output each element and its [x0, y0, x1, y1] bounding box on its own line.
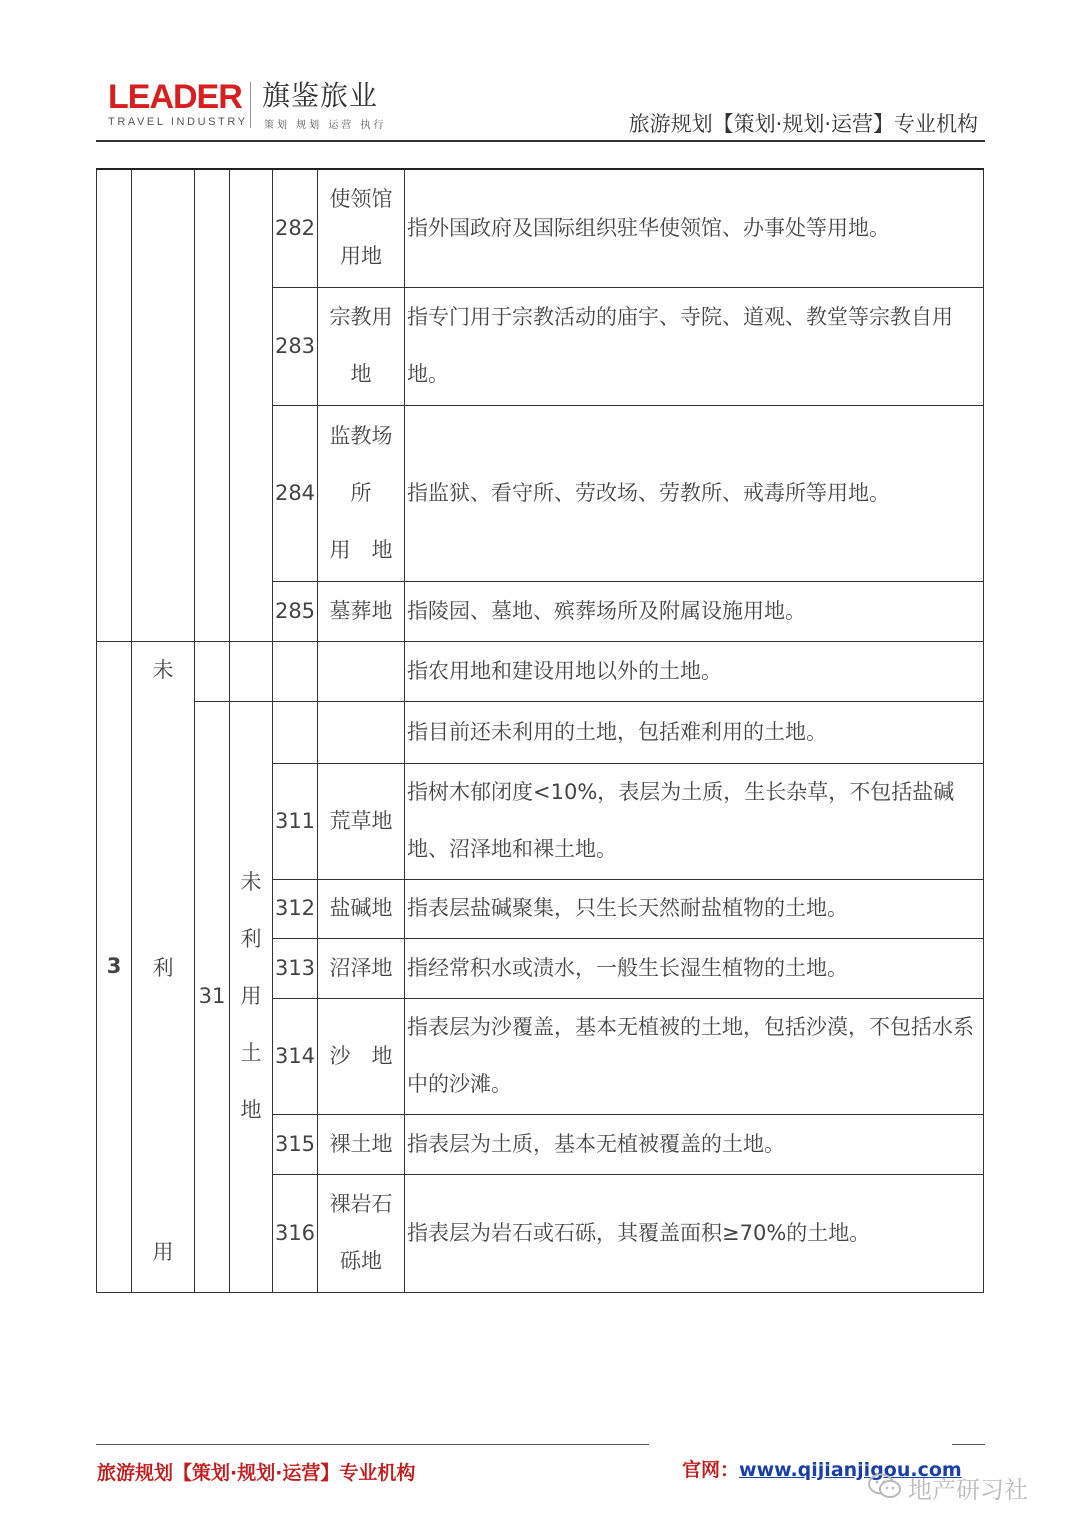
land-code: 313 — [273, 938, 318, 998]
class-name-line: 未 — [152, 657, 174, 682]
land-description: 指监狱、看守所、劳改场、劳教所、戒毒所等用地。 — [405, 405, 984, 581]
land-code: 283 — [273, 287, 318, 405]
header-slogan: 旅游规划【策划·规划·运营】专业机构 — [628, 112, 978, 136]
land-name: 荒草地 — [318, 763, 405, 879]
cell-blank — [230, 641, 273, 701]
header-rule — [96, 140, 985, 142]
land-name — [318, 287, 405, 405]
land-name: 墓葬地 — [318, 581, 405, 641]
land-description: 指表层为土质，基本无植被覆盖的土地。 — [405, 1114, 984, 1174]
cell-blank — [195, 169, 230, 641]
table-row — [97, 169, 984, 287]
table-row — [97, 701, 984, 763]
land-description: 指外国政府及国际组织驻华使领馆、办事处等用地。 — [405, 169, 984, 287]
land-name-line: 裸岩石 — [329, 1192, 393, 1216]
land-description: 指专门用于宗教活动的庙宇、寺院、道观、教堂等宗教自用地。 — [405, 287, 984, 405]
land-code: 316 — [273, 1174, 318, 1292]
land-name: 裸土地 — [318, 1114, 405, 1174]
cell-blank — [273, 641, 318, 701]
land-code: 312 — [273, 879, 318, 938]
footer-rule — [952, 1444, 985, 1445]
cell-blank — [318, 701, 405, 763]
land-name-line: 砾地 — [340, 1249, 382, 1273]
table-row — [97, 641, 984, 701]
class-name-line: 用 — [152, 1239, 174, 1264]
land-description: 指农用地和建设用地以外的土地。 — [405, 641, 984, 701]
land-name: 沼泽地 — [318, 938, 405, 998]
logo-chinese: 旗鉴旅业 — [262, 79, 379, 112]
land-classification-table — [96, 168, 984, 1293]
logo-divider — [250, 82, 251, 128]
class-name-line: 利 — [152, 955, 174, 980]
logo-wordmark: LEADER — [108, 78, 242, 116]
subclass-name-line: 用 — [240, 984, 262, 1008]
land-code: 311 — [273, 763, 318, 879]
cell-blank — [318, 641, 405, 701]
footer-slogan: 旅游规划【策划·规划·运营】专业机构 — [97, 1462, 416, 1484]
cell-blank — [132, 169, 195, 641]
logo-subtitle: TRAVEL INDUSTRY — [108, 116, 248, 128]
land-name-line: 宗教用 — [329, 305, 393, 329]
cell-blank — [195, 641, 230, 701]
cell-blank — [97, 169, 132, 641]
land-code: 282 — [273, 169, 318, 287]
land-name: 沙 地 — [318, 998, 405, 1114]
land-code: 285 — [273, 581, 318, 641]
land-name-line: 用 地 — [329, 537, 393, 562]
subclass-name-line: 地 — [240, 1098, 262, 1122]
land-name — [318, 169, 405, 287]
land-code: 315 — [273, 1114, 318, 1174]
footer-rule — [96, 1444, 649, 1445]
class-code: 3 — [97, 641, 132, 1292]
footer-website-label: 官网： — [682, 1459, 740, 1481]
land-code: 314 — [273, 998, 318, 1114]
land-code: 284 — [273, 405, 318, 581]
watermark-text: 地产研习社 — [908, 1476, 1028, 1504]
land-description: 指经常积水或渍水，一般生长湿生植物的土地。 — [405, 938, 984, 998]
subclass-name — [230, 701, 273, 1292]
land-name-line: 监教场 — [329, 423, 393, 448]
land-description: 指陵园、墓地、殡葬场所及附属设施用地。 — [405, 581, 984, 641]
land-description: 指表层盐碱聚集，只生长天然耐盐植物的土地。 — [405, 879, 984, 938]
land-name-line: 所 — [350, 480, 372, 505]
land-classification-table-wrapper — [96, 168, 984, 1293]
land-description: 指表层为沙覆盖，基本无植被的土地，包括沙漠，不包括水系中的沙滩。 — [405, 998, 984, 1114]
wechat-icon — [868, 1473, 902, 1499]
class-name — [132, 641, 195, 1292]
subclass-name-line: 利 — [240, 927, 262, 951]
land-description: 指表层为岩石或石砾，其覆盖面积≥70%的土地。 — [405, 1174, 984, 1292]
logo-chinese-subtitle: 策划 规划 运营 执行 — [264, 120, 387, 131]
page-header — [0, 0, 1080, 150]
land-description: 指目前还未利用的土地，包括难利用的土地。 — [405, 701, 984, 763]
footer-website-link[interactable]: www.qijianjigou.com — [739, 1459, 962, 1481]
subclass-name-line: 未 — [240, 870, 262, 894]
cell-blank — [230, 169, 273, 641]
land-name — [318, 405, 405, 581]
land-name-line: 用地 — [340, 244, 382, 269]
land-name-line: 地 — [350, 362, 372, 386]
land-description: 指树木郁闭度<10%，表层为土质，生长杂草，不包括盐碱地、沼泽地和裸土地。 — [405, 763, 984, 879]
subclass-name-line: 土 — [240, 1041, 262, 1065]
subclass-code: 31 — [195, 701, 230, 1292]
land-name: 盐碱地 — [318, 879, 405, 938]
land-name — [318, 1174, 405, 1292]
cell-blank — [273, 701, 318, 763]
land-name-line: 使领馆 — [329, 187, 393, 212]
